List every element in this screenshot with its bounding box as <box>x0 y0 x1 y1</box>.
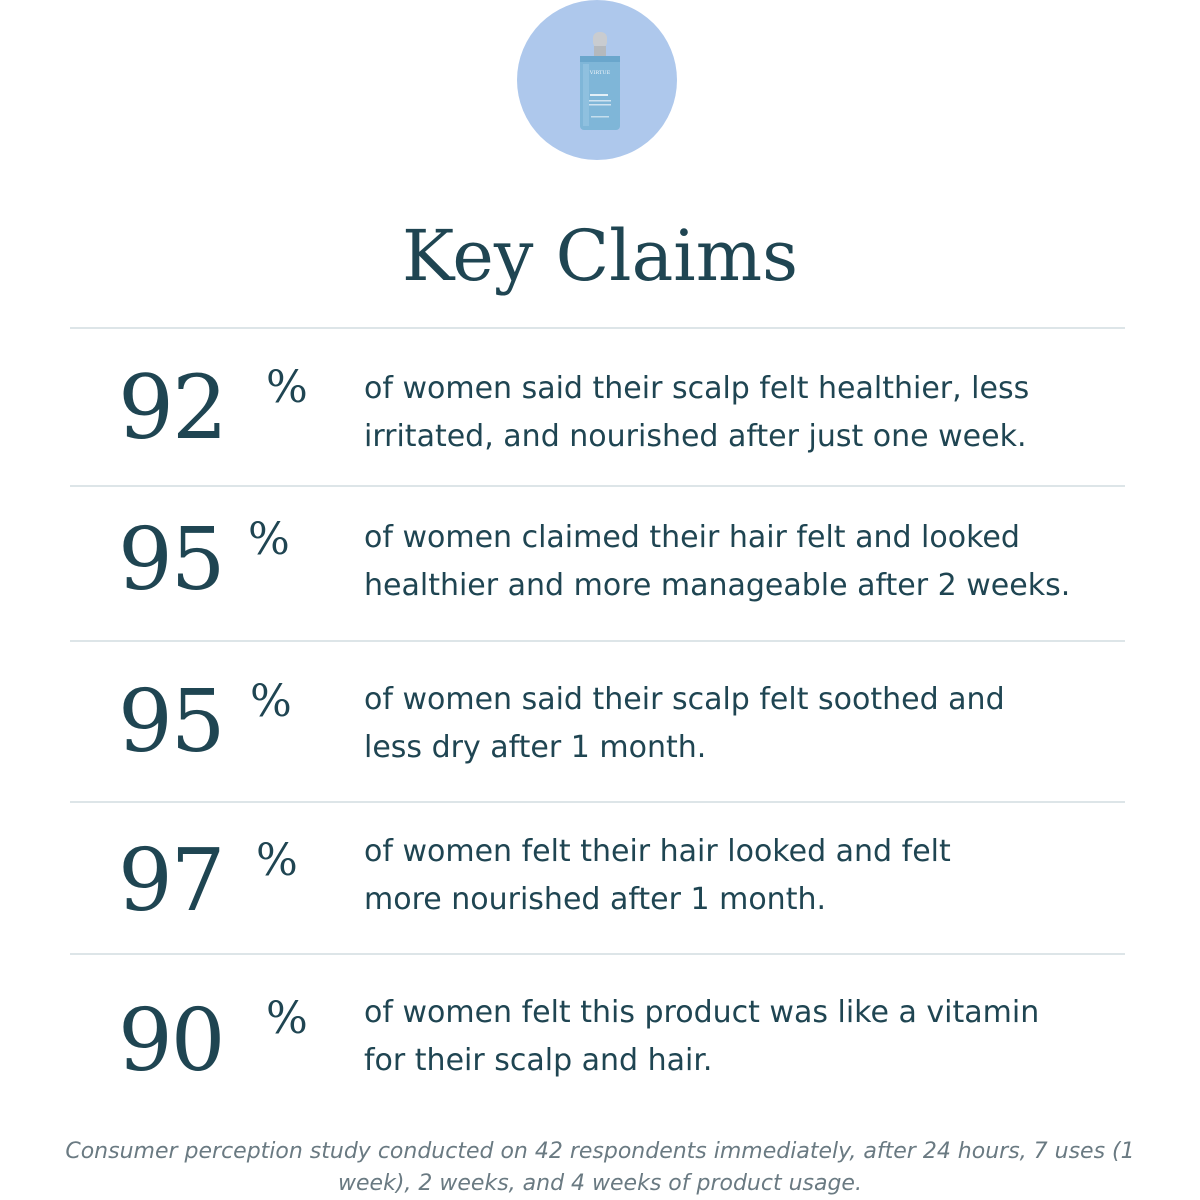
claim-description: of women felt this product was like a vitamin for their scalp and hair. <box>364 995 1040 1078</box>
claim-description: of women said their scalp felt healthier, less irritated, and nourished after just one week. <box>364 371 1030 454</box>
brand-logo: VIRTUE <box>589 70 611 76</box>
claim-percentage: 95 <box>118 510 224 610</box>
divider <box>70 640 1125 642</box>
claim-percentage: 92 <box>118 356 226 459</box>
percent-symbol: % <box>256 835 298 886</box>
claim-percentage: 95 <box>118 672 224 772</box>
claim-percentage: 90 <box>118 991 224 1091</box>
percent-symbol: % <box>248 514 290 565</box>
percent-symbol: % <box>266 362 308 413</box>
product-bottle-icon <box>517 0 677 160</box>
divider <box>70 801 1125 803</box>
claim-description: of women felt their hair looked and felt more nourished after 1 month. <box>364 834 951 917</box>
page-title: Key Claims <box>401 215 798 297</box>
study-footnote: Consumer perception study conducted on 42 respondents immediately, after 24 hours, 7 uses (1 week), 2 weeks, and 4 weeks of product usage. <box>65 1139 1135 1196</box>
divider <box>70 953 1125 955</box>
divider <box>70 327 1125 329</box>
percent-symbol: % <box>266 993 308 1044</box>
claim-description: of women claimed their hair felt and looked healthier and more manageable after 2 weeks. <box>364 520 1071 603</box>
claim-percentage: 97 <box>118 831 224 931</box>
claim-description: of women said their scalp felt soothed and less dry after 1 month. <box>364 682 1005 765</box>
divider <box>70 485 1125 487</box>
percent-symbol: % <box>250 676 292 727</box>
product-image <box>517 0 677 160</box>
